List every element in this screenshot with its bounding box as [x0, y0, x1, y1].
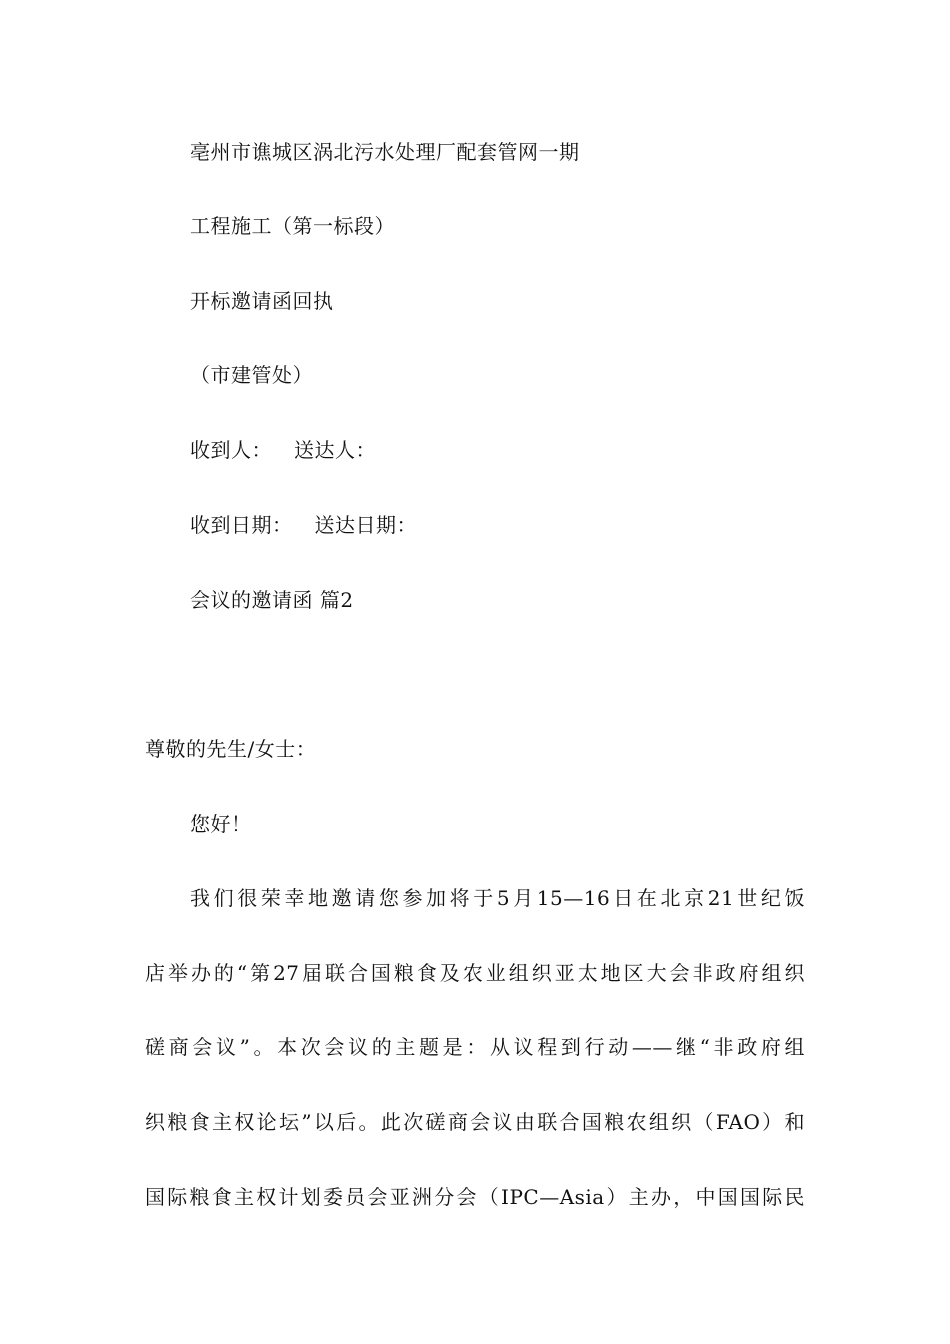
receiver-row [190, 437, 376, 463]
project-title-line1: 亳州市谯城区涡北污水处理厂配套管网一期 [190, 140, 580, 164]
body-line: 国际粮食主权计划委员会亚洲分会（IPC—Asia）主办，中国国际民 [145, 1185, 805, 1209]
receive-date-label: 收到日期： [190, 513, 293, 537]
salutation: 尊敬的先生/女士： [145, 737, 317, 761]
receiver-label: 收到人： [190, 438, 272, 462]
body-line: 织粮食主权论坛”以后。此次磋商会议由联合国粮农组织（FAO）和 [145, 1110, 805, 1134]
sender-label: 送达人： [294, 438, 376, 462]
issuer-line: （市建管处） [190, 363, 313, 387]
greeting: 您好！ [190, 812, 252, 836]
date-row [190, 512, 417, 538]
section-title: 会议的邀请函 篇2 [190, 588, 354, 612]
body-line: 磋商会议”。本次会议的主题是：从议程到行动——继“非政府组 [145, 1035, 805, 1059]
body-line: 店举办的“第27届联合国粮食及农业组织亚太地区大会非政府组织 [145, 961, 805, 985]
receipt-title: 开标邀请函回执 [190, 289, 334, 313]
project-title-line2: 工程施工（第一标段） [190, 214, 395, 238]
send-date-label: 送达日期： [314, 513, 417, 537]
body-line: 我们很荣幸地邀请您参加将于5月15—16日在北京21世纪饭 [190, 886, 805, 910]
